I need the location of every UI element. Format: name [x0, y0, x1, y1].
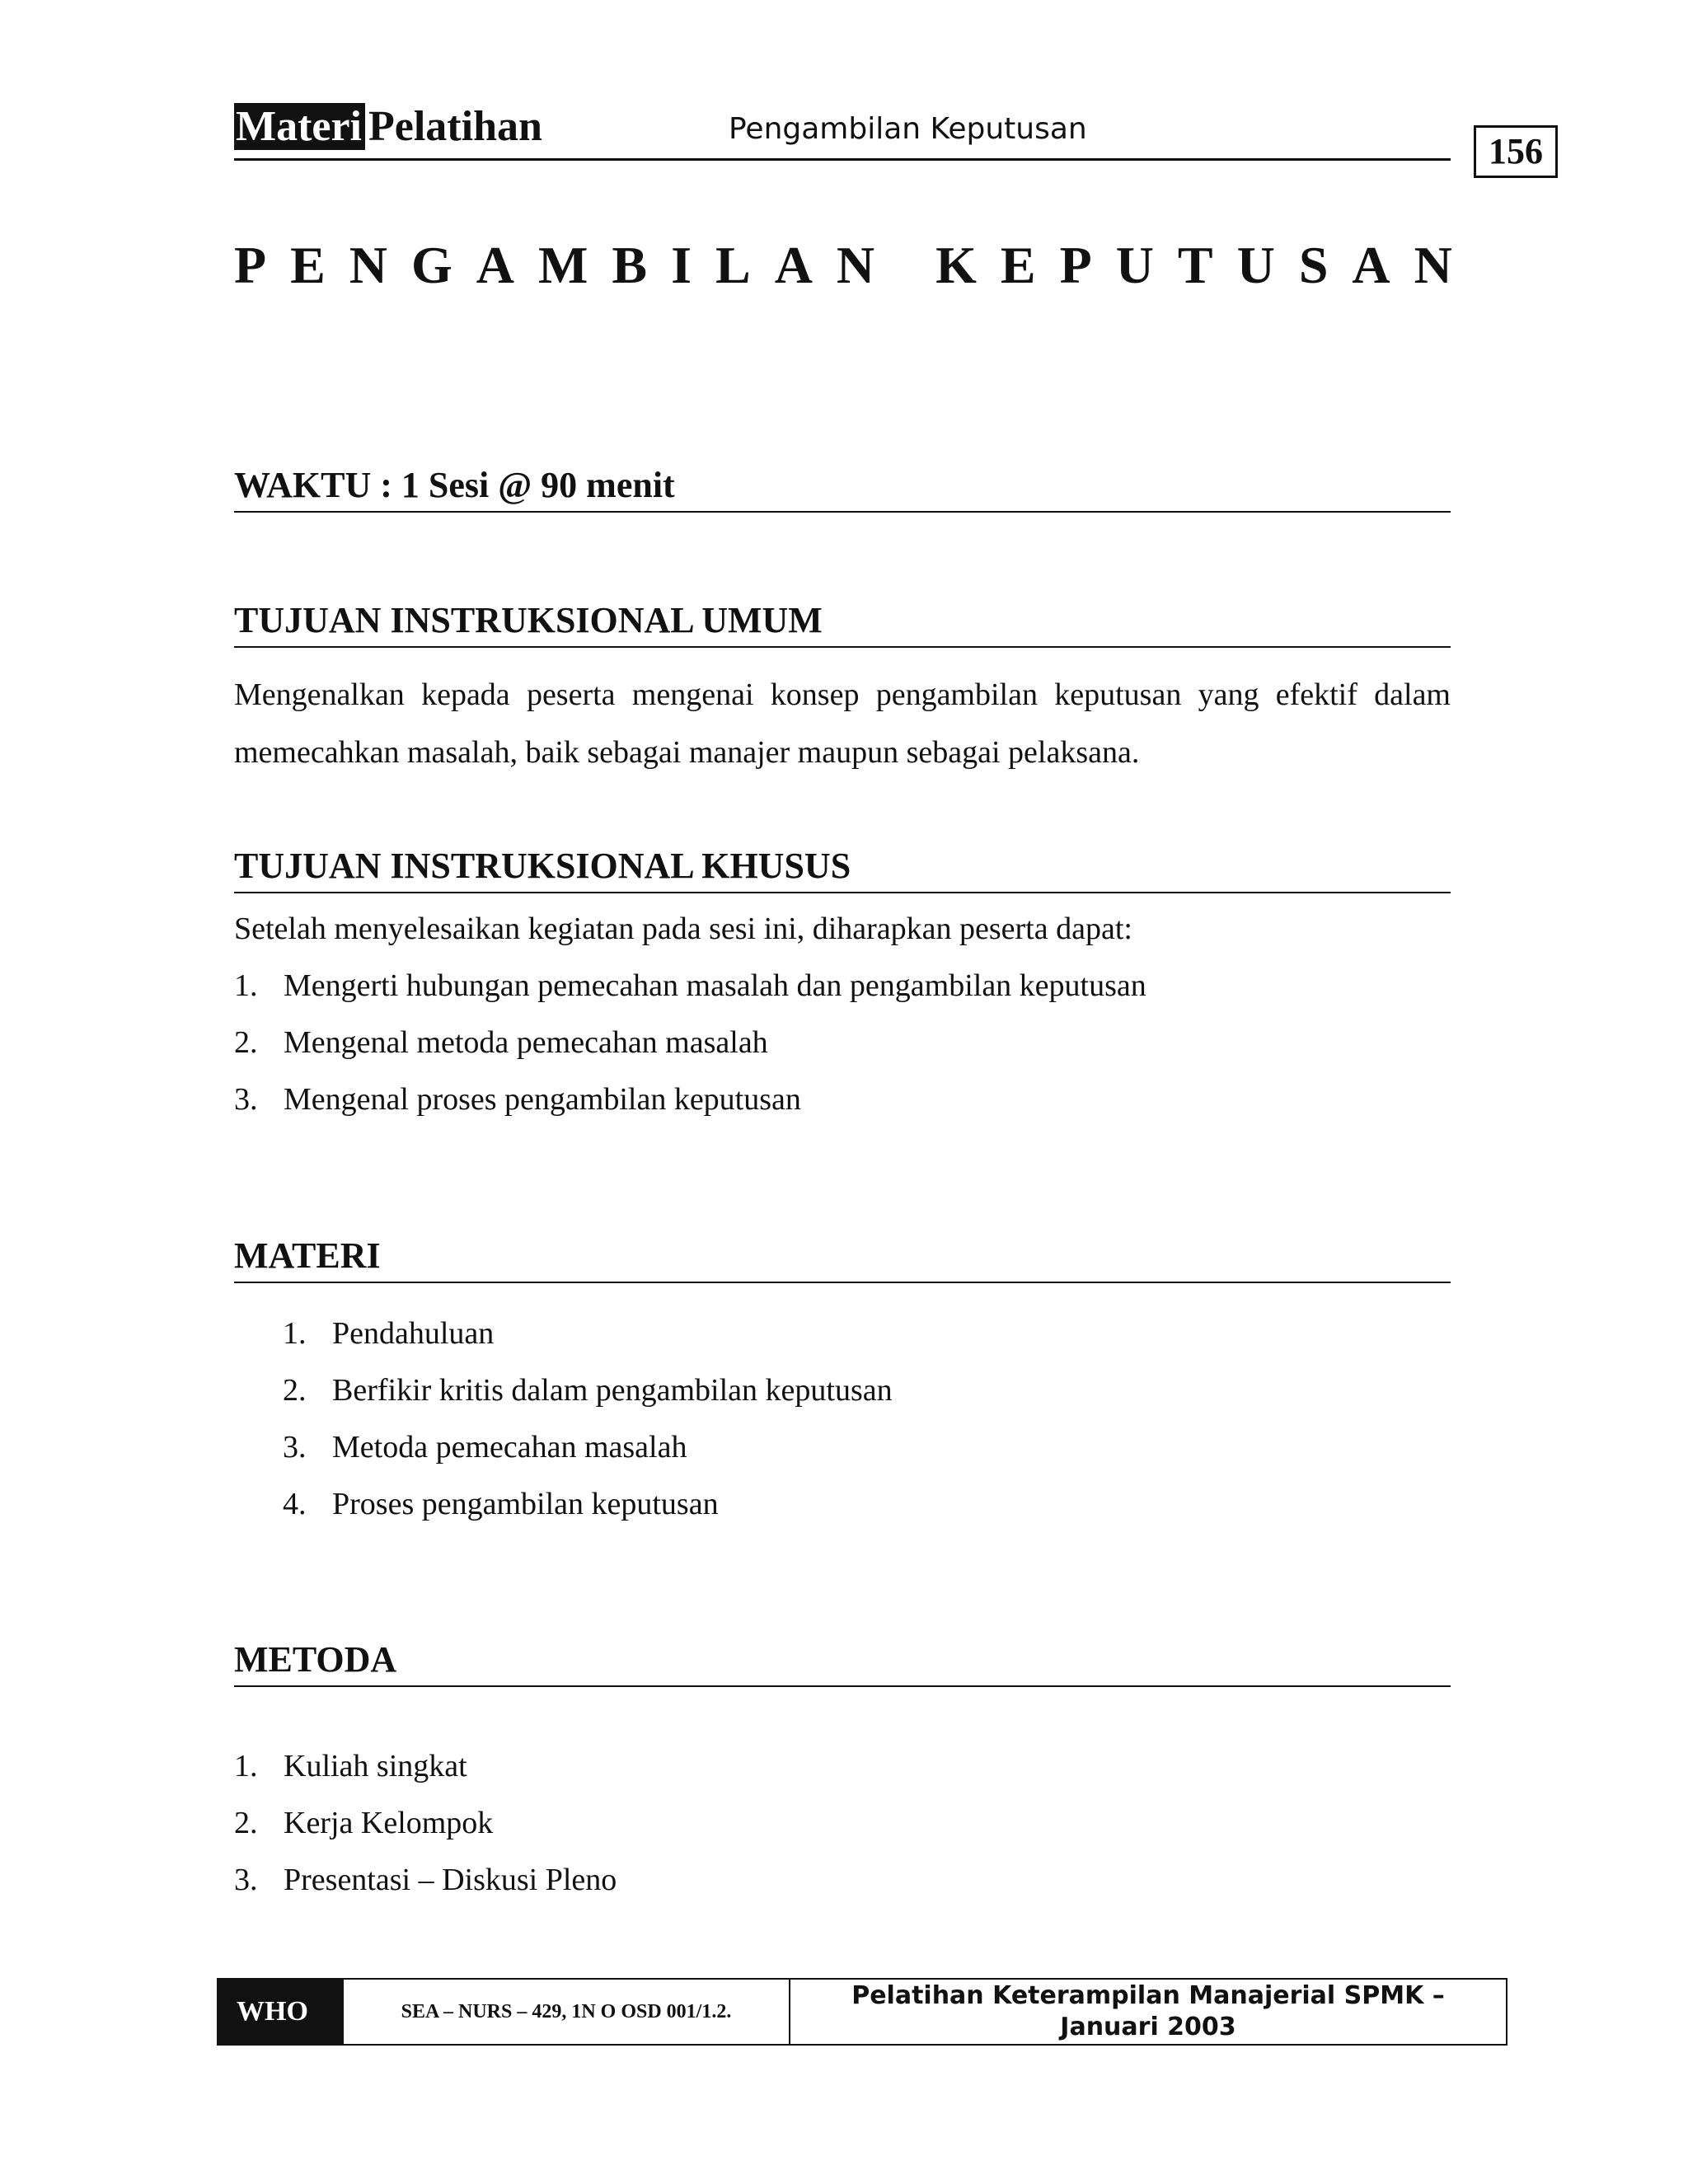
header-subject: Pengambilan Keputusan [729, 112, 1087, 146]
list-item [283, 1427, 687, 1468]
list-text: Mengenal proses pengambilan keputusan [284, 1082, 801, 1117]
list-text: Pendahuluan [332, 1316, 495, 1351]
tiu-heading: TUJUAN INSTRUKSIONAL UMUM [234, 597, 1451, 648]
list-item [234, 1079, 801, 1120]
list-number: 3. [234, 1082, 258, 1117]
page-header [234, 97, 1451, 161]
tiu-text: Mengenalkan kepada peserta mengenai konsep pengambilan keputusan yang efektif dalam memecahkan masalah, baik sebagai manajer maupun sebagai pelaksana. [234, 677, 1451, 770]
list-item [234, 1802, 493, 1844]
list-item [234, 965, 1146, 1006]
list-item [234, 1022, 768, 1063]
list-text: Kerja Kelompok [284, 1806, 494, 1840]
materi-heading: MATERI [234, 1232, 1451, 1283]
footer-org: WHO [218, 1980, 344, 2044]
list-number: 3. [234, 1863, 258, 1897]
brand-title [234, 102, 542, 152]
list-item [283, 1370, 893, 1411]
metoda-heading: METODA [234, 1636, 1451, 1687]
footer-document-code: SEA – NURS – 429, 1N O OSD 001/1.2. [344, 1980, 790, 2044]
list-number: 1. [283, 1316, 307, 1351]
list-number: 2. [234, 1806, 258, 1840]
list-text: Metoda pemecahan masalah [332, 1430, 687, 1465]
list-text: Mengenal metoda pemecahan masalah [284, 1025, 768, 1060]
list-item [283, 1483, 719, 1525]
list-text: Mengerti hubungan pemecahan masalah dan pengambilan keputusan [284, 968, 1146, 1003]
list-number: 2. [283, 1373, 307, 1408]
tik-heading: TUJUAN INSTRUKSIONAL KHUSUS [234, 842, 1451, 893]
list-item [283, 1313, 494, 1354]
brand-pelatihan: Pelatihan [368, 103, 542, 150]
list-number: 1. [234, 968, 258, 1003]
list-text: Kuliah singkat [284, 1749, 467, 1783]
list-item [234, 1746, 467, 1787]
footer-program-name: Pelatihan Keterampilan Manajerial SPMK – Januari 2003 [851, 1981, 1445, 2041]
list-text: Proses pengambilan keputusan [332, 1487, 719, 1521]
brand-materi: Materi [234, 103, 365, 150]
waktu-heading: WAKTU : 1 Sesi @ 90 menit [234, 462, 1451, 513]
page-number: 156 [1474, 125, 1558, 178]
list-number: 3. [283, 1430, 307, 1465]
list-number: 2. [234, 1025, 258, 1060]
page-footer [217, 1978, 1507, 2046]
tik-intro: Setelah menyelesaikan kegiatan pada sesi ini, diharapkan peserta dapat: [234, 912, 1132, 946]
list-text: Presentasi – Diskusi Pleno [284, 1863, 617, 1897]
document-title: PENGAMBILAN KEPUTUSAN [234, 236, 1476, 294]
list-text: Berfikir kritis dalam pengambilan keputusan [332, 1373, 893, 1408]
list-item [234, 1859, 617, 1900]
list-number: 1. [234, 1749, 258, 1783]
list-number: 4. [283, 1487, 307, 1521]
